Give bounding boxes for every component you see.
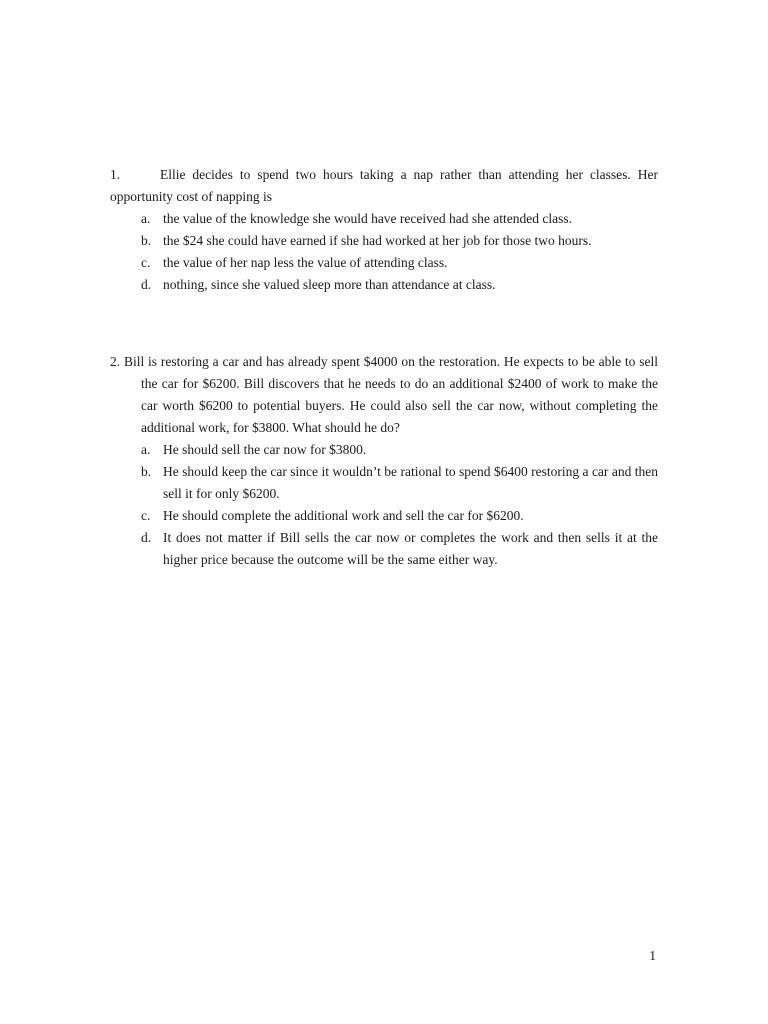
option-letter: a.	[141, 211, 151, 226]
option-d	[110, 274, 658, 296]
option-a	[110, 439, 658, 461]
option-letter: b.	[141, 464, 152, 479]
question-2	[110, 351, 658, 571]
option-b	[110, 230, 658, 252]
question-number: 1.	[110, 167, 121, 182]
question-text: Bill is restoring a car and has already spent $4000 on the restoration. He expects to be able to sell the car for $6200. Bill discovers that he needs to do an additional $2400 of work to make the car worth $6200 to potential buyers. He could also sell the car now, without completing the additional work, for $3800. What should he do?	[123, 354, 658, 435]
option-text: He should keep the car since it wouldn’t be rational to spend $6400 restoring a car and then sell it for only $6200.	[163, 464, 658, 501]
option-c	[110, 252, 658, 274]
option-letter: d.	[141, 530, 152, 545]
option-c	[110, 505, 658, 527]
option-d	[110, 527, 658, 571]
question-text: Ellie decides to spend two hours taking a nap rather than attending her classes. Her opportunity cost of napping is	[110, 167, 658, 204]
option-letter: d.	[141, 277, 152, 292]
option-text: the value of the knowledge she would have received had she attended class.	[163, 211, 572, 226]
option-letter: c.	[141, 508, 151, 523]
option-text: nothing, since she valued sleep more than attendance at class.	[163, 277, 496, 292]
question-stem	[110, 164, 658, 208]
answer-options	[110, 439, 658, 571]
option-letter: a.	[141, 442, 151, 457]
option-text: He should complete the additional work and sell the car for $6200.	[163, 508, 524, 523]
question-stem	[110, 351, 658, 439]
question-number: 2.	[110, 354, 121, 369]
option-text: It does not matter if Bill sells the car now or completes the work and then sells it at the higher price because the outcome will be the same either way.	[163, 530, 658, 567]
option-letter: b.	[141, 233, 152, 248]
option-text: the $24 she could have earned if she had worked at her job for those two hours.	[163, 233, 592, 248]
option-b	[110, 461, 658, 505]
option-a	[110, 208, 658, 230]
page-number: 1	[649, 948, 656, 963]
answer-options	[110, 208, 658, 296]
option-text: the value of her nap less the value of attending class.	[163, 255, 448, 270]
question-1	[110, 164, 658, 296]
option-letter: c.	[141, 255, 151, 270]
option-text: He should sell the car now for $3800.	[163, 442, 367, 457]
